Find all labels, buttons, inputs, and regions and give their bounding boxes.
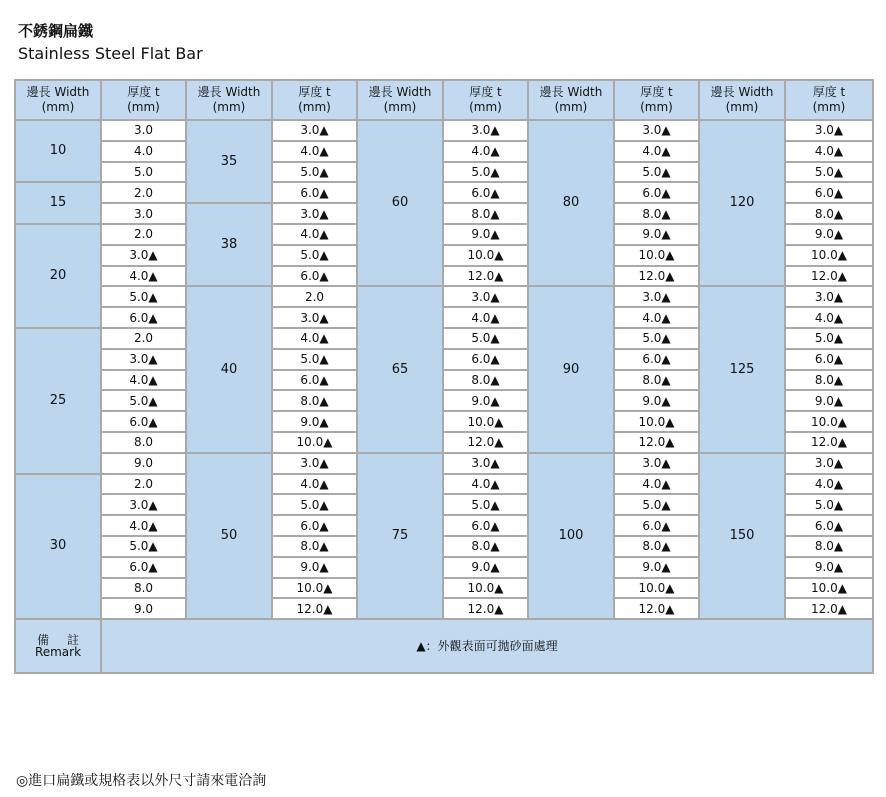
header-thickness-unit: (mm) [469, 100, 502, 114]
header-thickness-label: 厚度 t [469, 85, 502, 99]
header-width-label: 邊長 Width [710, 85, 774, 99]
width-cell: 40 [186, 286, 272, 452]
thickness-cell: 9.0▲ [614, 557, 699, 578]
thickness-cell: 3.0▲ [614, 453, 699, 474]
header-width-label: 邊長 Width [368, 85, 432, 99]
thickness-cell: 6.0▲ [785, 182, 873, 203]
thickness-cell: 6.0▲ [614, 349, 699, 370]
width-cell: 125 [699, 286, 785, 452]
thickness-cell: 5.0▲ [443, 328, 528, 349]
remark-label-en: Remark [34, 645, 82, 660]
page-title-en: Stainless Steel Flat Bar [18, 44, 203, 63]
footnote: ◎進口扁鐵或規格表以外尺寸請來電洽詢 [16, 773, 267, 789]
thickness-cell: 9.0▲ [785, 390, 873, 411]
width-cell: 38 [186, 203, 272, 286]
width-cell: 50 [186, 453, 272, 619]
width-cell: 15 [15, 182, 101, 224]
thickness-cell: 10.0▲ [785, 578, 873, 599]
thickness-cell: 4.0▲ [785, 474, 873, 495]
thickness-cell: 6.0▲ [443, 349, 528, 370]
thickness-cell: 4.0▲ [101, 370, 186, 391]
header-width-label: 邊長 Width [197, 85, 261, 99]
thickness-cell: 8.0▲ [785, 536, 873, 557]
thickness-cell: 6.0▲ [443, 515, 528, 536]
thickness-cell: 3.0▲ [785, 453, 873, 474]
thickness-cell: 3.0▲ [785, 120, 873, 141]
thickness-cell: 5.0▲ [614, 494, 699, 515]
header-thickness-unit: (mm) [812, 100, 846, 114]
thickness-cell: 9.0▲ [443, 390, 528, 411]
thickness-cell: 6.0▲ [101, 557, 186, 578]
thickness-cell: 9.0▲ [443, 224, 528, 245]
thickness-cell: 4.0▲ [272, 474, 357, 495]
thickness-cell: 8.0▲ [272, 536, 357, 557]
thickness-cell: 9.0▲ [272, 557, 357, 578]
header-width-unit: (mm) [212, 100, 246, 114]
remark-text: ▲：外觀表面可拋砂面處理 [101, 619, 873, 673]
thickness-cell: 3.0 [101, 203, 186, 224]
header-thickness-label: 厚度 t [298, 85, 331, 99]
thickness-cell: 10.0▲ [785, 245, 873, 266]
width-cell: 20 [15, 224, 101, 328]
thickness-cell: 10.0▲ [443, 578, 528, 599]
thickness-cell: 3.0▲ [443, 286, 528, 307]
thickness-cell: 9.0 [101, 453, 186, 474]
thickness-cell: 4.0▲ [443, 474, 528, 495]
thickness-cell: 9.0 [101, 598, 186, 619]
thickness-cell: 3.0▲ [443, 120, 528, 141]
thickness-cell: 9.0▲ [272, 411, 357, 432]
thickness-cell: 5.0▲ [785, 494, 873, 515]
header-row [15, 80, 873, 120]
thickness-cell: 8.0 [101, 578, 186, 599]
thickness-cell: 12.0▲ [785, 598, 873, 619]
thickness-cell: 5.0▲ [101, 536, 186, 557]
thickness-cell: 5.0▲ [101, 286, 186, 307]
thickness-cell: 3.0▲ [101, 245, 186, 266]
thickness-cell: 2.0 [101, 224, 186, 245]
thickness-cell: 10.0▲ [443, 245, 528, 266]
thickness-cell: 5.0▲ [101, 390, 186, 411]
thickness-cell: 9.0▲ [614, 224, 699, 245]
width-cell: 120 [699, 120, 785, 286]
header-thickness-label: 厚度 t [812, 85, 846, 99]
thickness-cell: 5.0▲ [614, 162, 699, 183]
thickness-cell: 9.0▲ [785, 224, 873, 245]
header-thickness-2 [443, 80, 528, 120]
thickness-cell: 6.0▲ [101, 307, 186, 328]
thickness-cell: 8.0 [101, 432, 186, 453]
thickness-cell: 8.0▲ [614, 370, 699, 391]
thickness-cell: 3.0 [101, 120, 186, 141]
table-row [15, 286, 873, 307]
thickness-cell: 5.0▲ [272, 494, 357, 515]
header-width-4 [699, 80, 785, 120]
thickness-cell: 3.0▲ [272, 203, 357, 224]
thickness-cell: 4.0▲ [272, 328, 357, 349]
header-thickness-label: 厚度 t [127, 85, 160, 99]
thickness-cell: 10.0▲ [614, 578, 699, 599]
remark-label [15, 619, 101, 673]
header-thickness-4 [785, 80, 873, 120]
flat-bar-spec-table [14, 79, 874, 674]
thickness-cell: 3.0▲ [101, 494, 186, 515]
thickness-cell: 2.0 [101, 474, 186, 495]
header-thickness-0 [101, 80, 186, 120]
header-width-label: 邊長 Width [539, 85, 603, 99]
thickness-cell: 6.0▲ [614, 182, 699, 203]
thickness-cell: 4.0▲ [272, 141, 357, 162]
table-row [15, 453, 873, 474]
thickness-cell: 4.0▲ [443, 307, 528, 328]
page-title-zh: 不銹鋼扁鐵 [18, 22, 94, 40]
thickness-cell: 8.0▲ [614, 203, 699, 224]
width-cell: 150 [699, 453, 785, 619]
header-width-2 [357, 80, 443, 120]
header-width-unit: (mm) [41, 100, 75, 114]
thickness-cell: 6.0▲ [614, 515, 699, 536]
header-thickness-1 [272, 80, 357, 120]
width-cell: 80 [528, 120, 614, 286]
thickness-cell: 5.0▲ [614, 328, 699, 349]
thickness-cell: 10.0▲ [272, 578, 357, 599]
thickness-cell: 4.0▲ [272, 224, 357, 245]
thickness-cell: 9.0▲ [785, 557, 873, 578]
thickness-cell: 3.0▲ [614, 120, 699, 141]
thickness-cell: 3.0▲ [785, 286, 873, 307]
thickness-cell: 10.0▲ [614, 411, 699, 432]
header-width-label: 邊長 Width [26, 85, 90, 99]
thickness-cell: 5.0▲ [272, 245, 357, 266]
thickness-cell: 10.0▲ [614, 245, 699, 266]
thickness-cell: 3.0▲ [101, 349, 186, 370]
thickness-cell: 2.0 [101, 328, 186, 349]
thickness-cell: 2.0 [272, 286, 357, 307]
thickness-cell: 12.0▲ [614, 598, 699, 619]
header-thickness-unit: (mm) [640, 100, 673, 114]
thickness-cell: 5.0▲ [272, 162, 357, 183]
table-row [15, 120, 873, 141]
thickness-cell: 6.0▲ [272, 266, 357, 287]
thickness-cell: 6.0▲ [785, 349, 873, 370]
thickness-cell: 4.0▲ [614, 474, 699, 495]
width-cell: 30 [15, 474, 101, 620]
header-thickness-unit: (mm) [127, 100, 160, 114]
thickness-cell: 5.0▲ [272, 349, 357, 370]
width-cell: 60 [357, 120, 443, 286]
thickness-cell: 12.0▲ [785, 266, 873, 287]
remark-row [15, 619, 873, 673]
header-width-0 [15, 80, 101, 120]
remark-label-zh: 備註 [36, 633, 97, 648]
thickness-cell: 8.0▲ [785, 203, 873, 224]
thickness-cell: 4.0▲ [785, 141, 873, 162]
thickness-cell: 12.0▲ [785, 432, 873, 453]
header-width-unit: (mm) [554, 100, 588, 114]
width-cell: 25 [15, 328, 101, 474]
thickness-cell: 6.0▲ [443, 182, 528, 203]
thickness-cell: 12.0▲ [443, 598, 528, 619]
thickness-cell: 8.0▲ [443, 370, 528, 391]
width-cell: 90 [528, 286, 614, 452]
thickness-cell: 6.0▲ [101, 411, 186, 432]
width-cell: 35 [186, 120, 272, 203]
thickness-cell: 6.0▲ [272, 182, 357, 203]
thickness-cell: 4.0▲ [614, 307, 699, 328]
thickness-cell: 6.0▲ [785, 515, 873, 536]
thickness-cell: 10.0▲ [272, 432, 357, 453]
width-cell: 100 [528, 453, 614, 619]
thickness-cell: 4.0 [101, 141, 186, 162]
thickness-cell: 4.0▲ [443, 141, 528, 162]
header-width-1 [186, 80, 272, 120]
thickness-cell: 3.0▲ [272, 453, 357, 474]
thickness-cell: 4.0▲ [101, 515, 186, 536]
thickness-cell: 9.0▲ [443, 557, 528, 578]
thickness-cell: 9.0▲ [614, 390, 699, 411]
thickness-cell: 12.0▲ [443, 432, 528, 453]
thickness-cell: 8.0▲ [614, 536, 699, 557]
width-cell: 75 [357, 453, 443, 619]
width-cell: 65 [357, 286, 443, 452]
header-width-unit: (mm) [725, 100, 759, 114]
thickness-cell: 12.0▲ [614, 432, 699, 453]
thickness-cell: 10.0▲ [785, 411, 873, 432]
header-thickness-unit: (mm) [298, 100, 331, 114]
header-thickness-3 [614, 80, 699, 120]
thickness-cell: 8.0▲ [443, 203, 528, 224]
header-width-3 [528, 80, 614, 120]
width-cell: 10 [15, 120, 101, 182]
thickness-cell: 6.0▲ [272, 370, 357, 391]
thickness-cell: 4.0▲ [101, 266, 186, 287]
thickness-cell: 5.0▲ [785, 162, 873, 183]
thickness-cell: 12.0▲ [614, 266, 699, 287]
thickness-cell: 5.0▲ [443, 494, 528, 515]
thickness-cell: 2.0 [101, 182, 186, 203]
thickness-cell: 8.0▲ [272, 390, 357, 411]
thickness-cell: 12.0▲ [272, 598, 357, 619]
thickness-cell: 3.0▲ [272, 307, 357, 328]
thickness-cell: 5.0▲ [785, 328, 873, 349]
thickness-cell: 12.0▲ [443, 266, 528, 287]
thickness-cell: 4.0▲ [614, 141, 699, 162]
thickness-cell: 8.0▲ [443, 536, 528, 557]
thickness-cell: 6.0▲ [272, 515, 357, 536]
header-width-unit: (mm) [383, 100, 417, 114]
thickness-cell: 10.0▲ [443, 411, 528, 432]
thickness-cell: 5.0 [101, 162, 186, 183]
thickness-cell: 5.0▲ [443, 162, 528, 183]
thickness-cell: 8.0▲ [785, 370, 873, 391]
header-thickness-label: 厚度 t [640, 85, 673, 99]
thickness-cell: 3.0▲ [272, 120, 357, 141]
thickness-cell: 3.0▲ [443, 453, 528, 474]
thickness-cell: 3.0▲ [614, 286, 699, 307]
thickness-cell: 4.0▲ [785, 307, 873, 328]
